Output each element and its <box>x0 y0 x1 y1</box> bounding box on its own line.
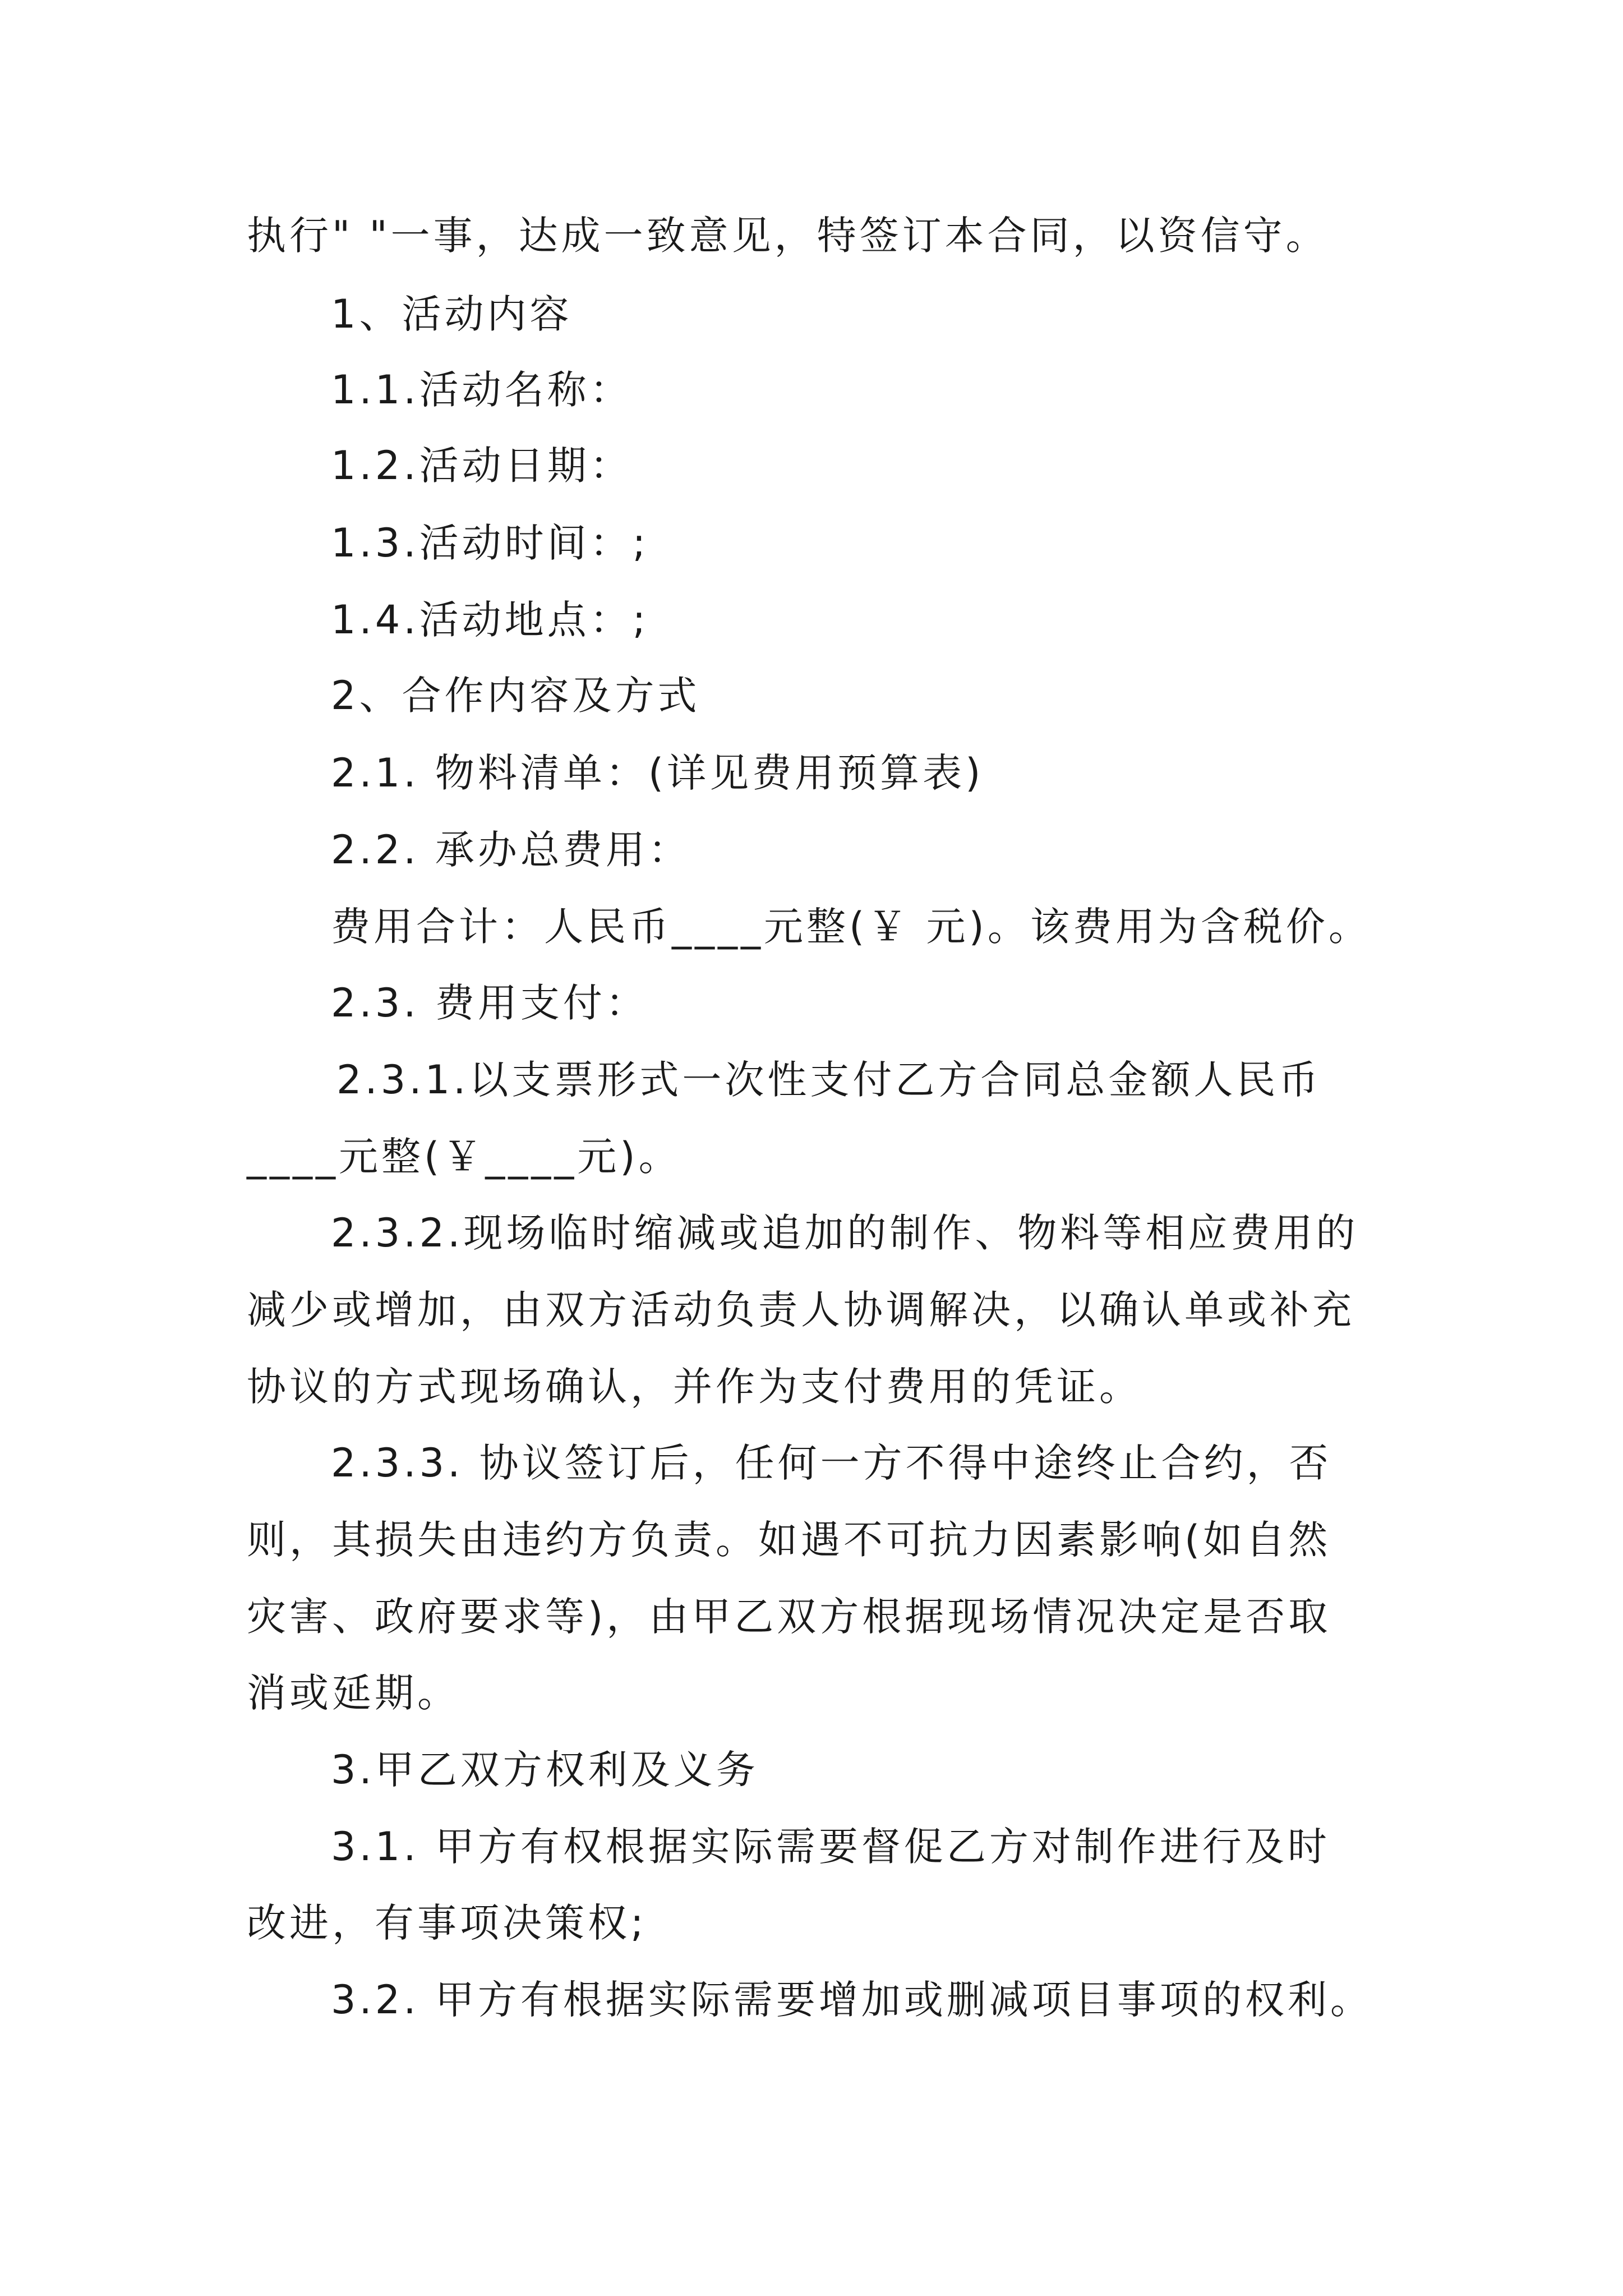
section-heading: 2、合作内容及方式 <box>331 673 700 719</box>
paragraph-line: 2.2. 承办总费用： <box>331 827 691 873</box>
paragraph-line: 执行" "一事，达成一致意见，特签订本合同，以资信守。 <box>247 213 1329 259</box>
paragraph-line: 3.2. 甲方有根据实际需要增加或删减项目事项的权利。 <box>331 1977 1373 2023</box>
paragraph-line: 1.3.活动时间：; <box>331 520 649 566</box>
paragraph-line: 减少或增加，由双方活动负责人协调解决，以确认单或补充 <box>247 1287 1355 1333</box>
section-heading: 3.甲乙双方权利及义务 <box>331 1747 759 1793</box>
paragraph-line: 1.2.活动日期： <box>331 443 633 489</box>
paragraph-line: 消或延期。 <box>247 1670 460 1716</box>
paragraph-line: 费用合计：人民币____元整(￥ 元)。该费用为含税价。 <box>331 904 1371 950</box>
paragraph-line: 协议的方式现场确认，并作为支付费用的凭证。 <box>247 1364 1142 1410</box>
paragraph-line: 3.1. 甲方有权根据实际需要督促乙方对制作进行及时 <box>331 1824 1330 1870</box>
paragraph-line: 2.3.1.以支票形式一次性支付乙方合同总金额人民币 <box>336 1057 1322 1103</box>
paragraph-line: 2.1. 物料清单：(详见费用预算表) <box>331 750 984 796</box>
paragraph-line: 1.1.活动名称： <box>331 367 633 413</box>
paragraph-line: 2.3. 费用支付： <box>331 980 648 1026</box>
paragraph-line: 1.4.活动地点：; <box>331 597 649 643</box>
paragraph-line: 2.3.3. 协议签订后，任何一方不得中途终止合约，否 <box>331 1440 1332 1486</box>
paragraph-line: 2.3.2.现场临时缩减或追加的制作、物料等相应费用的 <box>331 1210 1359 1256</box>
section-heading: 1、活动内容 <box>331 291 573 337</box>
paragraph-line: 则，其损失由违约方负责。如遇不可抗力因素影响(如自然 <box>247 1517 1331 1563</box>
paragraph-line: 改进，有事项决策权; <box>247 1900 647 1946</box>
paragraph-line: 灾害、政府要求等)，由甲乙双方根据现场情况决定是否取 <box>247 1594 1331 1640</box>
paragraph-line: ____元整(￥____元)。 <box>247 1134 681 1180</box>
